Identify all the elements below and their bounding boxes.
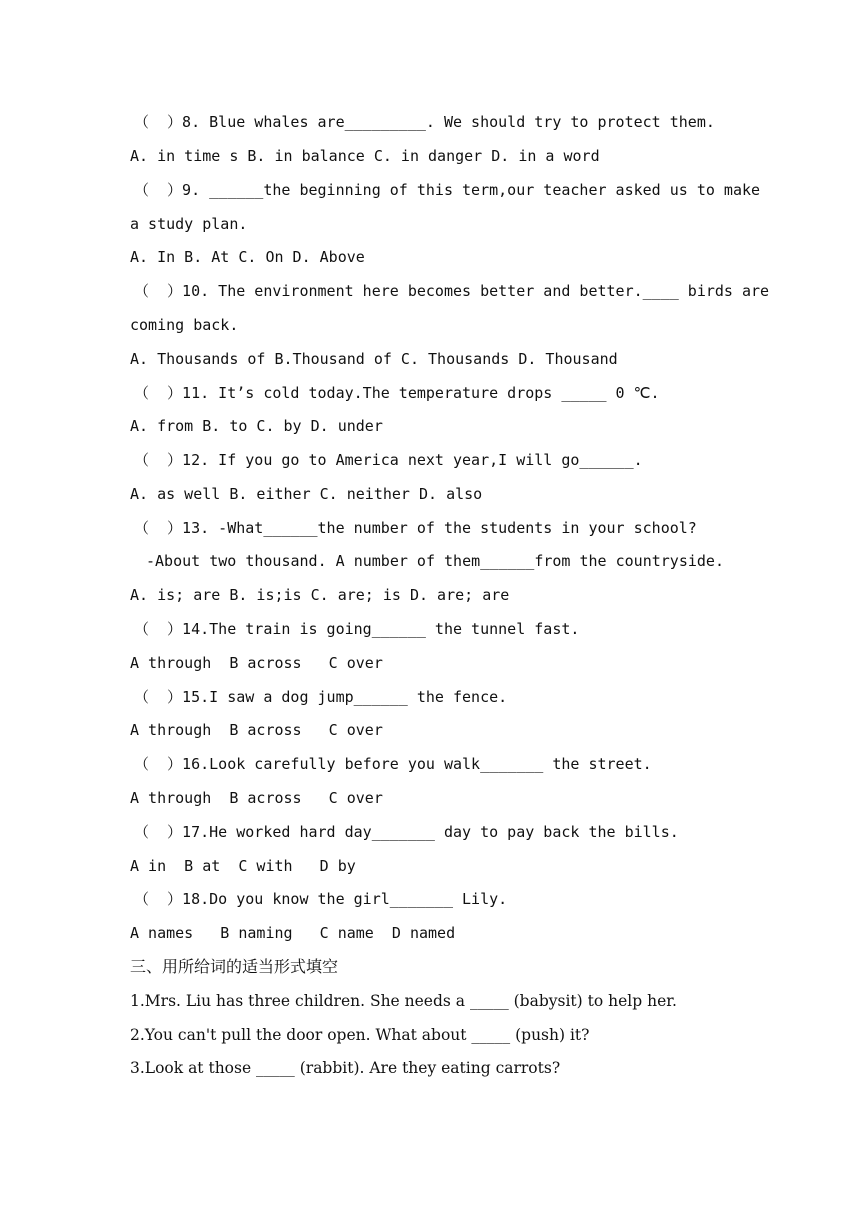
question-11: （ ）11. It’s cold today.The temperature drops _____ 0 ℃.: [134, 384, 660, 402]
fill-question-1: 1.Mrs. Liu has three children. She needs a _____ (babysit) to help her.: [130, 992, 677, 1010]
options-10: A. Thousands of B.Thousand of C. Thousands D. Thousand: [130, 350, 618, 368]
question-9-continued: a study plan.: [130, 215, 248, 233]
question-10: （ ）10. The environment here becomes better and better.____ birds are: [134, 282, 770, 300]
options-11: A. from B. to C. by D. under: [130, 417, 383, 435]
question-15: （ ）15.I saw a dog jump______ the fence.: [134, 688, 508, 706]
options-15: A through B across C over: [130, 721, 383, 739]
question-13-continued: -About two thousand. A number of them______from the countryside.: [146, 552, 724, 570]
options-12: A. as well B. either C. neither D. also: [130, 485, 483, 503]
options-18: A names B naming C name D named: [130, 924, 456, 942]
fill-question-2: 2.You can't pull the door open. What about _____ (push) it?: [130, 1026, 590, 1044]
question-17: （ ）17.He worked hard day_______ day to pay back the bills.: [134, 823, 679, 841]
options-9: A. In B. At C. On D. Above: [130, 248, 365, 266]
options-17: A in B at C with D by: [130, 857, 356, 875]
options-13: A. is; are B. is;is C. are; is D. are; are: [130, 586, 510, 604]
question-12: （ ）12. If you go to America next year,I will go______.: [134, 451, 643, 469]
section-heading: 三、用所给词的适当形式填空: [130, 957, 339, 976]
question-13: （ ）13. -What______the number of the students in your school?: [134, 519, 697, 537]
fill-question-3: 3.Look at those _____ (rabbit). Are they eating carrots?: [130, 1059, 561, 1077]
question-8: （ ）8. Blue whales are_________. We should try to protect them.: [134, 113, 715, 131]
options-8: A. in time s B. in balance C. in danger D. in a word: [130, 147, 600, 165]
question-9: （ ）9. ______the beginning of this term,our teacher asked us to make: [134, 181, 761, 199]
options-16: A through B across C over: [130, 789, 383, 807]
options-14: A through B across C over: [130, 654, 383, 672]
question-14: （ ）14.The train is going______ the tunnel fast.: [134, 620, 580, 638]
question-10-continued: coming back.: [130, 316, 239, 334]
question-18: （ ）18.Do you know the girl_______ Lily.: [134, 890, 508, 908]
question-16: （ ）16.Look carefully before you walk_______ the street.: [134, 755, 652, 773]
